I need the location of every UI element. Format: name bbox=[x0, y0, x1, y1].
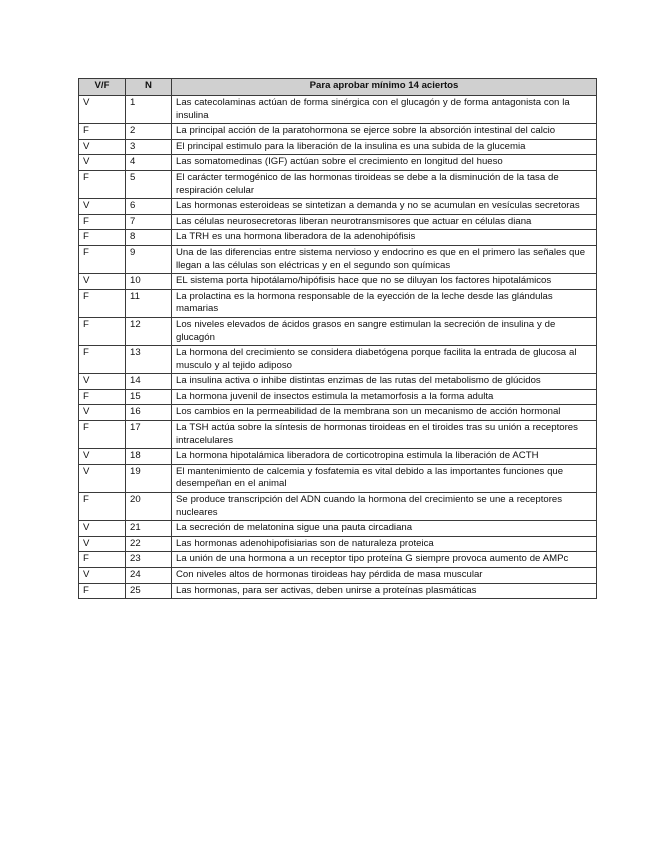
table-row bbox=[79, 552, 597, 568]
answer-vf-cell: F bbox=[79, 245, 126, 273]
statement-cell: EL sistema porta hipotálamo/hipófisis hace que no se diluyan los factores hipotalámicos bbox=[172, 274, 597, 290]
answer-vf-cell: V bbox=[79, 464, 126, 492]
table-row bbox=[79, 389, 597, 405]
header-row bbox=[79, 79, 597, 96]
statement-cell: Una de las diferencias entre sistema nervioso y endocrino es que en el primero las señales que llegan a las células son eléctricas y en el segundo son químicas bbox=[172, 245, 597, 273]
header-statement: Para aprobar mínimo 14 aciertos bbox=[172, 79, 597, 96]
table-row bbox=[79, 214, 597, 230]
answer-vf-cell: F bbox=[79, 346, 126, 374]
table-row bbox=[79, 289, 597, 317]
table-row bbox=[79, 245, 597, 273]
question-number-cell: 15 bbox=[126, 389, 172, 405]
table-row bbox=[79, 230, 597, 246]
answer-vf-cell: V bbox=[79, 274, 126, 290]
question-number-cell: 8 bbox=[126, 230, 172, 246]
answer-vf-cell: F bbox=[79, 214, 126, 230]
table-row bbox=[79, 170, 597, 198]
answer-vf-cell: F bbox=[79, 389, 126, 405]
answer-vf-cell: V bbox=[79, 449, 126, 465]
header-vf: V/F bbox=[79, 79, 126, 96]
question-number-cell: 12 bbox=[126, 317, 172, 345]
answer-vf-cell: F bbox=[79, 170, 126, 198]
answer-vf-cell: F bbox=[79, 124, 126, 140]
statement-cell: La hormona del crecimiento se considera diabetógena porque facilita la entrada de glucosa al musculo y al tejido adiposo bbox=[172, 346, 597, 374]
answer-vf-cell: V bbox=[79, 405, 126, 421]
statement-cell: La hormona hipotalámica liberadora de corticotropina estimula la liberación de ACTH bbox=[172, 449, 597, 465]
question-number-cell: 22 bbox=[126, 536, 172, 552]
question-number-cell: 3 bbox=[126, 139, 172, 155]
answer-vf-cell: V bbox=[79, 521, 126, 537]
question-number-cell: 21 bbox=[126, 521, 172, 537]
question-number-cell: 7 bbox=[126, 214, 172, 230]
question-number-cell: 17 bbox=[126, 421, 172, 449]
table-row bbox=[79, 199, 597, 215]
statement-cell: Con niveles altos de hormonas tiroideas hay pérdida de masa muscular bbox=[172, 568, 597, 584]
statement-cell: Los cambios en la permeabilidad de la membrana son un mecanismo de acción hormonal bbox=[172, 405, 597, 421]
statement-cell: La hormona juvenil de insectos estimula la metamorfosis a la forma adulta bbox=[172, 389, 597, 405]
statement-cell: Los niveles elevados de ácidos grasos en sangre estimulan la secreción de insulina y de glucagón bbox=[172, 317, 597, 345]
answer-vf-cell: V bbox=[79, 536, 126, 552]
table-row bbox=[79, 96, 597, 124]
statement-cell: El principal estimulo para la liberación de la insulina es una subida de la glucemia bbox=[172, 139, 597, 155]
statement-cell: La insulina activa o inhibe distintas enzimas de las rutas del metabolismo de glúcidos bbox=[172, 374, 597, 390]
statement-cell: La prolactina es la hormona responsable de la eyección de la leche desde las glándulas mamarias bbox=[172, 289, 597, 317]
answer-vf-cell: F bbox=[79, 493, 126, 521]
question-number-cell: 23 bbox=[126, 552, 172, 568]
table-row bbox=[79, 139, 597, 155]
question-number-cell: 1 bbox=[126, 96, 172, 124]
question-number-cell: 14 bbox=[126, 374, 172, 390]
answer-vf-cell: V bbox=[79, 155, 126, 171]
question-number-cell: 6 bbox=[126, 199, 172, 215]
answer-vf-cell: F bbox=[79, 317, 126, 345]
statement-cell: Las células neurosecretoras liberan neurotransmisores que actuar en células diana bbox=[172, 214, 597, 230]
table-row bbox=[79, 493, 597, 521]
table-row bbox=[79, 405, 597, 421]
statement-cell: El mantenimiento de calcemia y fosfatemia es vital debido a las importantes funciones que desempeñan en el animal bbox=[172, 464, 597, 492]
statement-cell: Se produce transcripción del ADN cuando la hormona del crecimiento se une a receptores nucleares bbox=[172, 493, 597, 521]
statement-cell: El carácter termogénico de las hormonas tiroideas se debe a la disminución de la tasa de respiración celular bbox=[172, 170, 597, 198]
answer-vf-cell: V bbox=[79, 568, 126, 584]
table-row bbox=[79, 421, 597, 449]
answer-vf-cell: F bbox=[79, 421, 126, 449]
question-number-cell: 5 bbox=[126, 170, 172, 198]
statement-cell: La TRH es una hormona liberadora de la adenohipófisis bbox=[172, 230, 597, 246]
answer-vf-cell: V bbox=[79, 96, 126, 124]
true-false-quiz-table bbox=[78, 78, 597, 599]
question-number-cell: 19 bbox=[126, 464, 172, 492]
answer-vf-cell: F bbox=[79, 583, 126, 599]
answer-vf-cell: F bbox=[79, 230, 126, 246]
question-number-cell: 2 bbox=[126, 124, 172, 140]
table-row bbox=[79, 317, 597, 345]
header-number: N bbox=[126, 79, 172, 96]
statement-cell: Las somatomedinas (IGF) actúan sobre el crecimiento en longitud del hueso bbox=[172, 155, 597, 171]
table-body bbox=[79, 96, 597, 599]
statement-cell: Las catecolaminas actúan de forma sinérgica con el glucagón y de forma antagonista con la insulina bbox=[172, 96, 597, 124]
table-row bbox=[79, 464, 597, 492]
table-row bbox=[79, 374, 597, 390]
table-row bbox=[79, 124, 597, 140]
table-row bbox=[79, 583, 597, 599]
table-row bbox=[79, 521, 597, 537]
statement-cell: La TSH actúa sobre la síntesis de hormonas tiroideas en el tiroides tras su unión a receptores intracelulares bbox=[172, 421, 597, 449]
statement-cell: La secreción de melatonina sigue una pauta circadiana bbox=[172, 521, 597, 537]
question-number-cell: 20 bbox=[126, 493, 172, 521]
table-row bbox=[79, 155, 597, 171]
question-number-cell: 25 bbox=[126, 583, 172, 599]
statement-cell: Las hormonas, para ser activas, deben unirse a proteínas plasmáticas bbox=[172, 583, 597, 599]
table-row bbox=[79, 346, 597, 374]
statement-cell: Las hormonas esteroideas se sintetizan a demanda y no se acumulan en vesículas secretoras bbox=[172, 199, 597, 215]
question-number-cell: 18 bbox=[126, 449, 172, 465]
table-header bbox=[79, 79, 597, 96]
question-number-cell: 11 bbox=[126, 289, 172, 317]
question-number-cell: 10 bbox=[126, 274, 172, 290]
answer-vf-cell: V bbox=[79, 139, 126, 155]
answer-vf-cell: F bbox=[79, 552, 126, 568]
answer-vf-cell: V bbox=[79, 374, 126, 390]
statement-cell: Las hormonas adenohipofisiarias son de naturaleza proteica bbox=[172, 536, 597, 552]
table-row bbox=[79, 449, 597, 465]
statement-cell: La unión de una hormona a un receptor tipo proteína G siempre provoca aumento de AMPc bbox=[172, 552, 597, 568]
question-number-cell: 13 bbox=[126, 346, 172, 374]
table-row bbox=[79, 536, 597, 552]
question-number-cell: 24 bbox=[126, 568, 172, 584]
statement-cell: La principal acción de la paratohormona se ejerce sobre la absorción intestinal del calcio bbox=[172, 124, 597, 140]
question-number-cell: 9 bbox=[126, 245, 172, 273]
question-number-cell: 16 bbox=[126, 405, 172, 421]
table-row bbox=[79, 274, 597, 290]
answer-vf-cell: F bbox=[79, 289, 126, 317]
table-row bbox=[79, 568, 597, 584]
question-number-cell: 4 bbox=[126, 155, 172, 171]
answer-vf-cell: V bbox=[79, 199, 126, 215]
